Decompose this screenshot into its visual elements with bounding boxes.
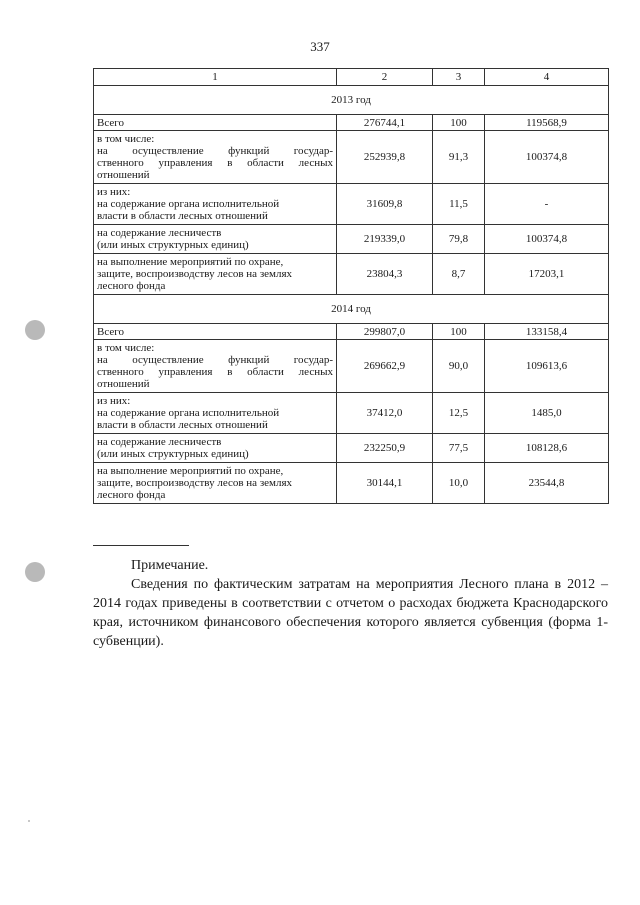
percent-cell: 11,5 <box>433 184 485 225</box>
amount-cell: 252939,8 <box>337 131 433 184</box>
label-line: лесного фонда <box>97 489 166 501</box>
label-line: Всего <box>97 116 124 129</box>
year-row <box>94 295 609 324</box>
row-label <box>94 393 337 434</box>
year-row <box>94 86 609 115</box>
percent-cell: 91,3 <box>433 131 485 184</box>
label-line: на содержание органа исполнительной <box>97 198 280 210</box>
row-label <box>94 434 337 463</box>
label-line: в том числе: <box>97 342 155 354</box>
table-row <box>94 131 609 184</box>
amount-cell: 119568,9 <box>485 115 609 131</box>
label-line: защите, воспроизводству лесов на землях <box>97 477 293 489</box>
expenses-table <box>93 68 609 504</box>
year-label: 2014 год <box>94 295 609 324</box>
label-line: на выполнение мероприятий по охране, <box>97 465 284 477</box>
footnote-separator <box>93 545 189 546</box>
percent-cell: 10,0 <box>433 463 485 504</box>
page-number: 337 <box>310 39 330 54</box>
amount-cell: 269662,9 <box>337 340 433 393</box>
percent-cell: 100 <box>433 324 485 340</box>
note-title: Примечание. <box>131 558 209 573</box>
table-row <box>94 254 609 295</box>
amount-cell: 100374,8 <box>485 131 609 184</box>
label-line: защите, воспроизводству лесов на землях <box>97 268 293 280</box>
amount-cell: 232250,9 <box>337 434 433 463</box>
column-header: 2 <box>337 69 433 86</box>
amount-cell: - <box>485 184 609 225</box>
amount-cell: 31609,8 <box>337 184 433 225</box>
row-label <box>94 340 337 393</box>
row-label <box>94 115 337 131</box>
percent-cell: 79,8 <box>433 225 485 254</box>
table-row <box>94 184 609 225</box>
amount-cell: 276744,1 <box>337 115 433 131</box>
table-row <box>94 393 609 434</box>
label-line: на осуществление функций государ- <box>97 145 333 157</box>
scan-speck <box>28 820 30 822</box>
column-header: 4 <box>485 69 609 86</box>
percent-cell: 90,0 <box>433 340 485 393</box>
column-header: 3 <box>433 69 485 86</box>
label-line: власти в области лесных отношений <box>97 419 268 431</box>
amount-cell: 108128,6 <box>485 434 609 463</box>
amount-cell: 23544,8 <box>485 463 609 504</box>
row-label <box>94 254 337 295</box>
amount-cell: 1485,0 <box>485 393 609 434</box>
note-block <box>93 556 608 651</box>
table-row <box>94 115 609 131</box>
label-line: из них: <box>97 186 131 198</box>
label-line: на содержание лесничеств <box>97 436 222 448</box>
label-line: (или иных структурных единиц) <box>97 448 249 460</box>
amount-cell: 23804,3 <box>337 254 433 295</box>
label-line: ственного управления в области лесных <box>97 366 333 378</box>
label-line: Всего <box>97 325 124 338</box>
amount-cell: 30144,1 <box>337 463 433 504</box>
table-row <box>94 225 609 254</box>
label-line: на содержание органа исполнительной <box>97 407 280 419</box>
label-line: в том числе: <box>97 133 155 145</box>
row-label <box>94 131 337 184</box>
table-row <box>94 324 609 340</box>
amount-cell: 219339,0 <box>337 225 433 254</box>
note-text: Сведения по фактическим затратам на мероприятия Лесного плана в 2012 – 2014 годах приведены в соответствии с отчетом о расходах бюджета Краснодарского края, источником финансового обеспечения которого является субвенция (форма 1-субвенции). <box>93 577 608 649</box>
label-line: из них: <box>97 395 131 407</box>
table-row <box>94 340 609 393</box>
amount-cell: 299807,0 <box>337 324 433 340</box>
punch-hole-bottom <box>25 562 45 582</box>
row-label <box>94 184 337 225</box>
label-line: (или иных структурных единиц) <box>97 239 249 251</box>
table-row <box>94 434 609 463</box>
percent-cell: 77,5 <box>433 434 485 463</box>
row-label <box>94 225 337 254</box>
amount-cell: 100374,8 <box>485 225 609 254</box>
column-header: 1 <box>94 69 337 86</box>
label-line: на выполнение мероприятий по охране, <box>97 256 284 268</box>
amount-cell: 109613,6 <box>485 340 609 393</box>
label-line: на осуществление функций государ- <box>97 354 333 366</box>
label-line: лесного фонда <box>97 280 166 292</box>
column-number-row <box>94 69 609 86</box>
percent-cell: 8,7 <box>433 254 485 295</box>
label-line: отношений <box>97 378 150 390</box>
amount-cell: 37412,0 <box>337 393 433 434</box>
label-line: власти в области лесных отношений <box>97 210 268 222</box>
table-row <box>94 463 609 504</box>
punch-hole-top <box>25 320 45 340</box>
year-label: 2013 год <box>94 86 609 115</box>
label-line: на содержание лесничеств <box>97 227 222 239</box>
label-line: ственного управления в области лесных <box>97 157 333 169</box>
percent-cell: 100 <box>433 115 485 131</box>
percent-cell: 12,5 <box>433 393 485 434</box>
label-line: отношений <box>97 169 150 181</box>
amount-cell: 17203,1 <box>485 254 609 295</box>
row-label <box>94 463 337 504</box>
amount-cell: 133158,4 <box>485 324 609 340</box>
row-label <box>94 324 337 340</box>
